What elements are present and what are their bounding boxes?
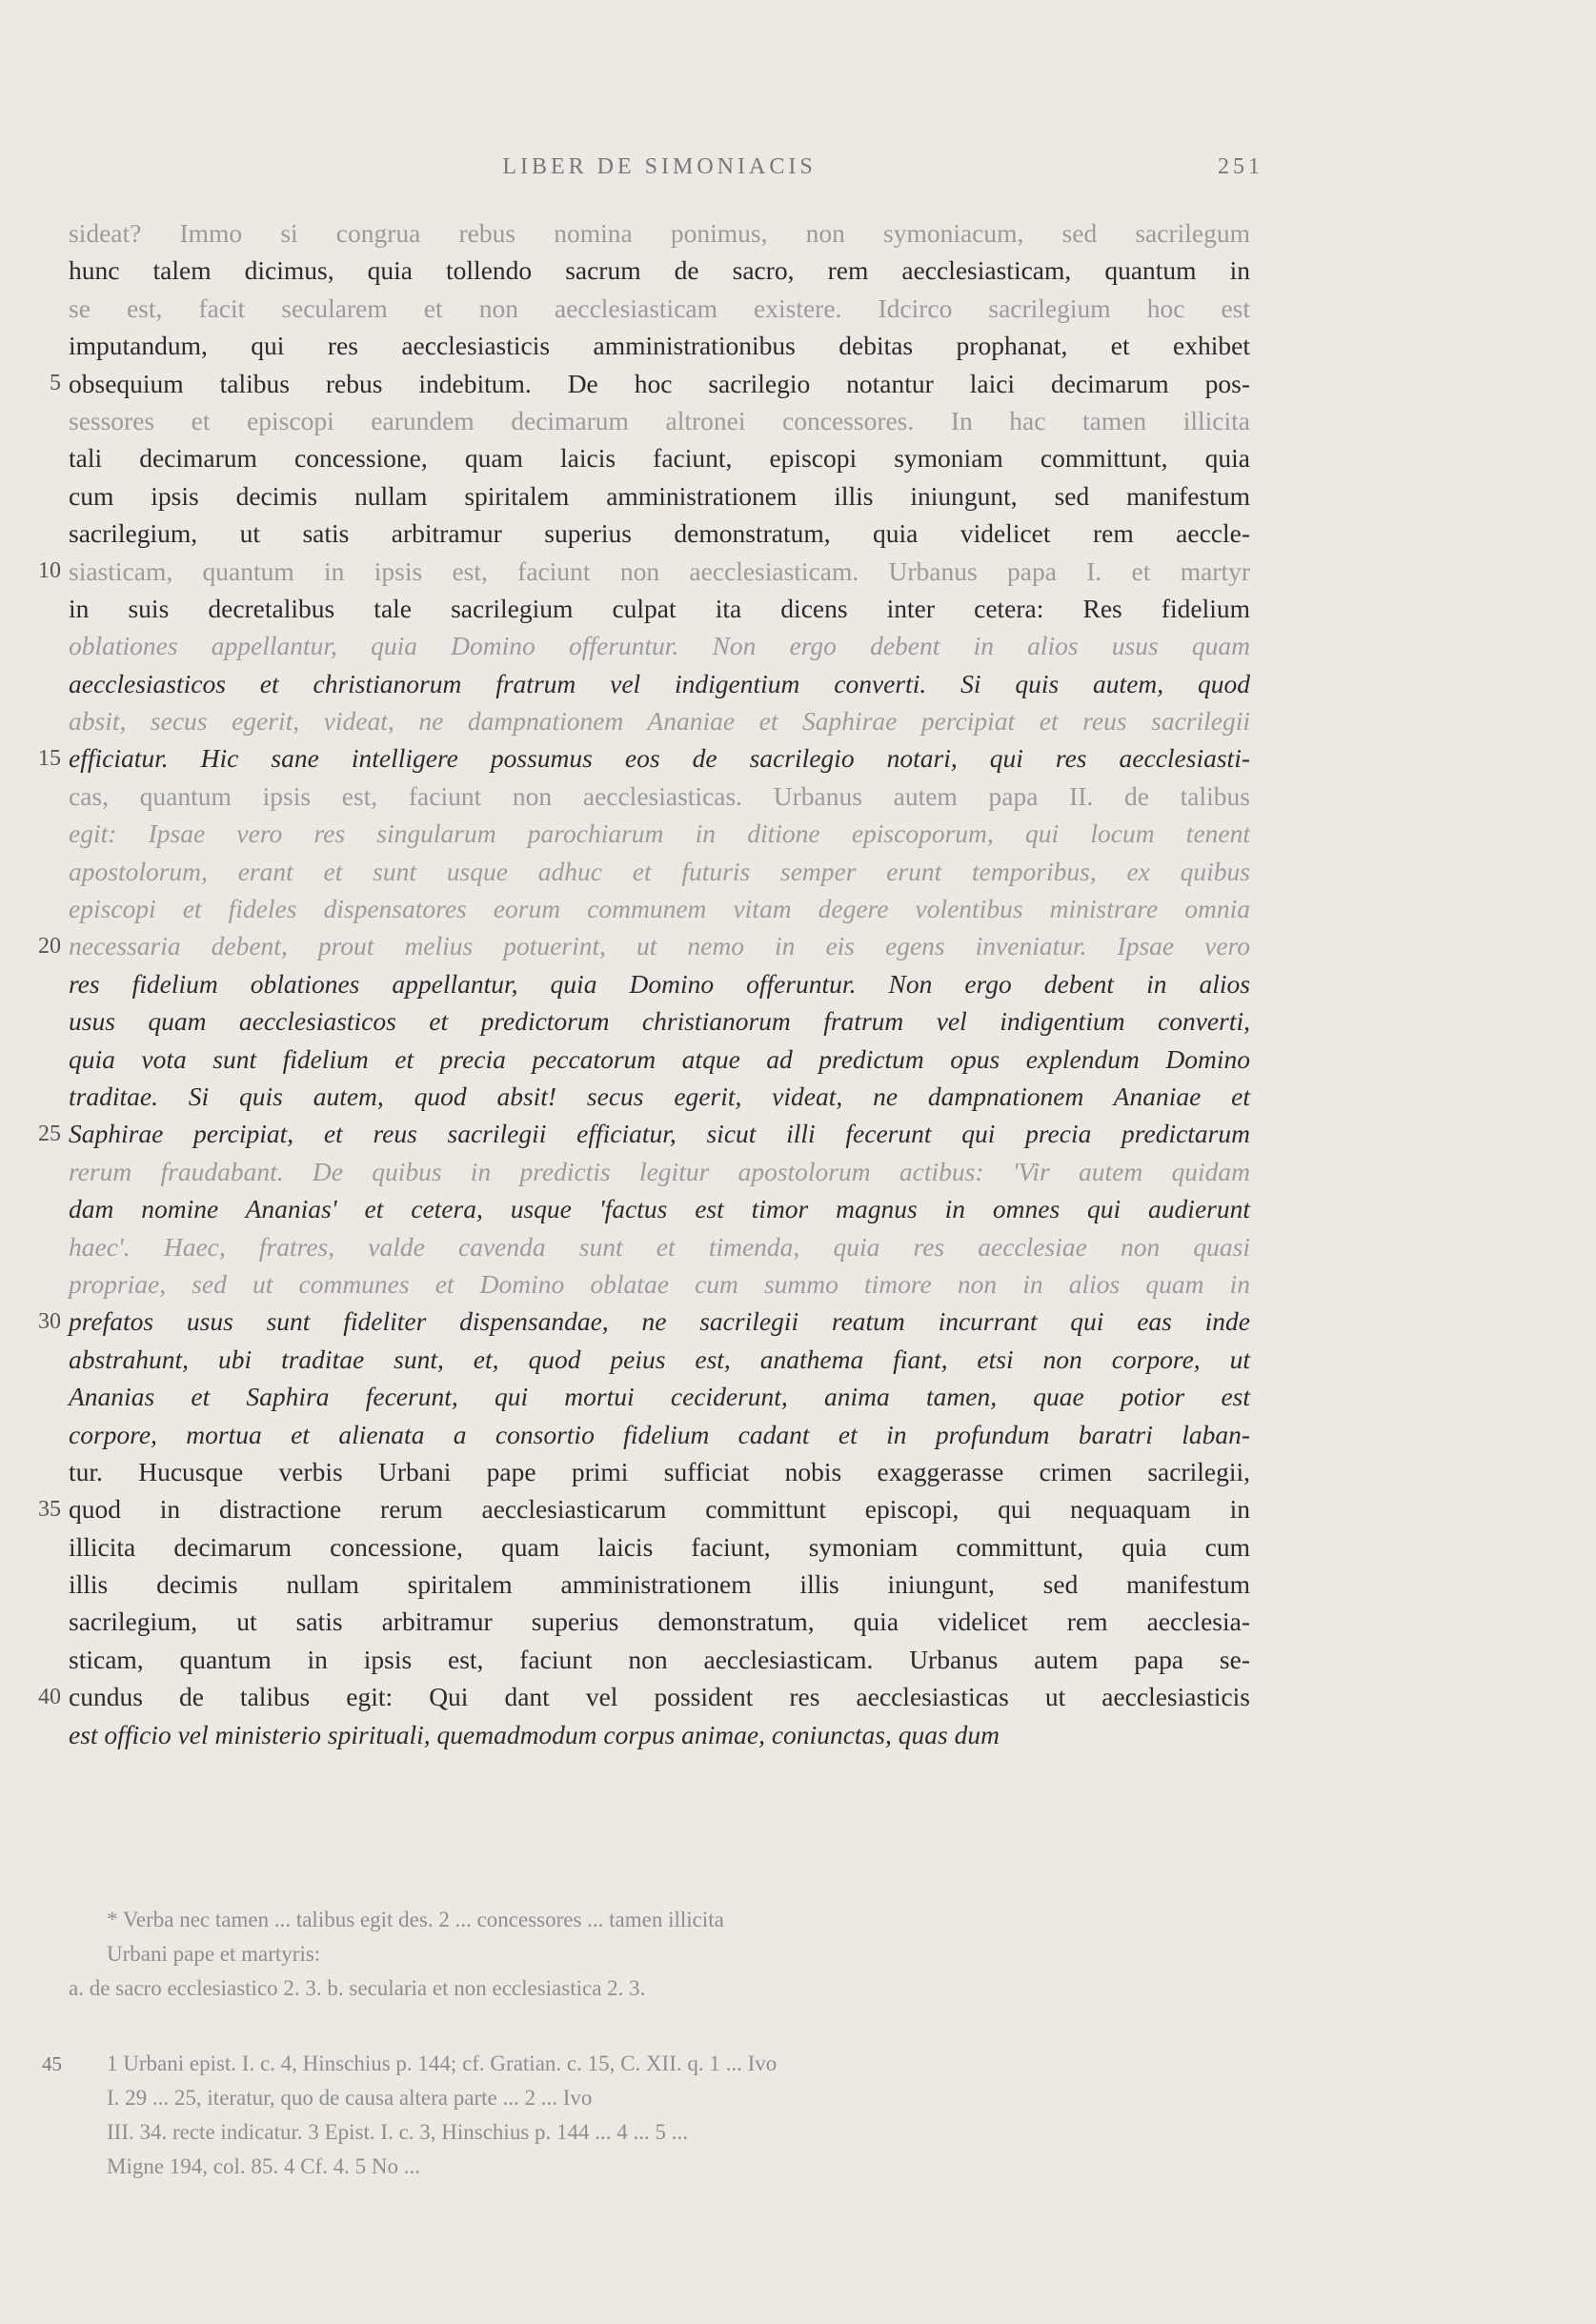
text-line: sacrilegium, ut satis arbitramur superius demonstratum, quia videlicet rem aecclesia- — [69, 1607, 1250, 1637]
text-line: traditae. Si quis autem, quod absit! secus egerit, videat, ne dampnationem Ananiae et — [69, 1081, 1250, 1111]
text-line: dam nomine Ananias' et cetera, usque 'factus est timor magnus in omnes qui audierunt — [69, 1194, 1250, 1224]
line-number: 40 — [38, 1684, 61, 1709]
text-line: sessores et episcopi earundem decimarum altronei concessores. In hac tamen illicita — [69, 405, 1250, 435]
text-line: quia vota sunt fidelium et precia peccatorum atque ad predictum opus explendum Domino — [69, 1043, 1250, 1074]
text-line: necessaria debent, prout melius potuerint, ut nemo in eis egens inveniatur. Ipsae vero — [69, 931, 1250, 961]
line-number: 10 — [38, 557, 61, 583]
text-line: haec'. Haec, fratres, valde cavenda sunt et timenda, quia res aecclesiae non quasi — [69, 1231, 1250, 1262]
text-line: sacrilegium, ut satis arbitramur superius demonstratum, quia videlicet rem aeccle- — [69, 518, 1250, 549]
text-line: se est, facit secularem et non aecclesiasticam existere. Idcirco sacrilegium hoc est — [69, 293, 1250, 323]
footnote-line — [69, 2150, 1250, 2184]
text-line: efficiatur. Hic sane intelligere possumus eos de sacrilegio notari, qui res aecclesiasti- — [69, 743, 1250, 774]
text-line: propriae, sed ut communes et Domino oblatae cum summo timore non in alios quam in — [69, 1268, 1250, 1299]
text-line: illicita decimarum concessione, quam laicis faciunt, symoniam committunt, quia cum — [69, 1531, 1250, 1562]
line-number: 35 — [38, 1496, 61, 1522]
text-line: cundus de talibus egit: Qui dant vel possident res aecclesiasticas ut aecclesiasticis — [69, 1682, 1250, 1712]
text-line: sticam, quantum in ipsis est, faciunt non aecclesiasticam. Urbanus autem papa se- — [69, 1644, 1250, 1674]
text-line: cum ipsis decimis nullam spiritalem amministrationem illis iniungunt, sed manifestum — [69, 480, 1250, 511]
line-number: 45 — [42, 2052, 62, 2075]
text-line: prefatos usus sunt fideliter dispensandae, ne sacrilegii reatum incurrant qui eas inde — [69, 1306, 1250, 1337]
text-line: tur. Hucusque verbis Urbani pape primi sufficiat nobis exaggerasse crimen sacrilegii, — [69, 1456, 1250, 1486]
footnote-text: I. 29 ... 25, iteratur, quo de causa altera parte ... 2 ... Ivo — [107, 2086, 593, 2110]
line-number: 20 — [38, 933, 61, 959]
text-line: episcopi et fideles dispensatores eorum communem vitam degere volentibus ministrare omnia — [69, 894, 1250, 924]
footnote-text: III. 34. recte indicatur. 3 Epist. I. c. 3, Hinschius p. 144 ... 4 ... 5 ... — [107, 2120, 689, 2144]
text-line: absit, secus egerit, videat, ne dampnationem Ananiae et Saphirae percipiat et reus sacrilegii — [69, 706, 1250, 737]
text-line: apostolorum, erant et sunt usque adhuc et futuris semper erunt temporibus, ex quibus — [69, 856, 1250, 886]
text-line: Saphirae percipiat, et reus sacrilegii efficiatur, sicut illi fecerunt qui precia predictarum — [69, 1119, 1250, 1149]
footnote-line — [42, 2047, 1250, 2081]
text-line: cas, quantum ipsis est, faciunt non aecclesiasticas. Urbanus autem papa II. de talibus — [69, 780, 1250, 811]
text-line: illis decimis nullam spiritalem amministrationem illis iniungunt, sed manifestum — [69, 1569, 1250, 1600]
apparatus-line: * Verba nec tamen ... talibus egit des. 2 ... concessores ... tamen illicita — [107, 1908, 724, 1931]
text-line: siasticam, quantum in ipsis est, faciunt non aecclesiasticam. Urbanus papa I. et martyr — [69, 556, 1250, 586]
text-line: in suis decretalibus tale sacrilegium culpat ita dicens inter cetera: Res fidelium — [69, 593, 1250, 623]
apparatus-line: a. de sacro ecclesiastico 2. 3. b. secularia et non ecclesiastica 2. 3. — [69, 1976, 646, 2000]
text-line: rerum fraudabant. De quibus in predictis legitur apostolorum actibus: 'Vir autem quidam — [69, 1156, 1250, 1186]
page-number: 251 — [1218, 154, 1263, 179]
text-line: tali decimarum concessione, quam laicis faciunt, episcopi symoniam committunt, quia — [69, 443, 1250, 474]
text-line: quod in distractione rerum aecclesiasticarum committunt episcopi, qui nequaquam in — [69, 1494, 1250, 1525]
text-line: imputandum, qui res aecclesiasticis amministrationibus debitas prophanat, et exhibet — [69, 331, 1250, 361]
text-line: usus quam aecclesiasticos et predictorum christianorum fratrum vel indigentium converti, — [69, 1006, 1250, 1037]
text-line: oblationes appellantur, quia Domino offeruntur. Non ergo debent in alios usus quam — [69, 631, 1250, 661]
line-number: 30 — [38, 1308, 61, 1334]
running-title: LIBER DE SIMONIACIS — [502, 154, 817, 179]
line-number: 5 — [50, 370, 61, 395]
footnote-line — [69, 2081, 1250, 2115]
footnote-text: Migne 194, col. 85. 4 Cf. 4. 5 No ... — [107, 2154, 421, 2178]
text-line: corpore, mortua et alienata a consortio fidelium cadant et in profundum baratri laban- — [69, 1419, 1250, 1449]
text-line: aecclesiasticos et christianorum fratrum vel indigentium converti. Si quis autem, quod — [69, 668, 1250, 698]
text-line: sideat? Immo si congrua rebus nomina ponimus, non symoniacum, sed sacrilegum — [69, 218, 1250, 248]
main-text — [38, 214, 1250, 1753]
text-line: obsequium talibus rebus indebitum. De hoc sacrilegio notantur laici decimarum pos- — [69, 368, 1250, 398]
text-line: egit: Ipsae vero res singularum parochiarum in ditione episcoporum, qui locum tenent — [69, 818, 1250, 849]
text-line: res fidelium oblationes appellantur, quia Domino offeruntur. Non ergo debent in alios — [69, 968, 1250, 999]
text-line: est officio vel ministerio spirituali, quemadmodum corpus animae, coniunctas, quas dum — [69, 1719, 1000, 1749]
apparatus-line: Urbani pape et martyris: — [107, 1942, 321, 1966]
footnote-line — [69, 2115, 1250, 2150]
text-line: abstrahunt, ubi traditae sunt, et, quod peius est, anathema fiant, etsi non corpore, ut — [69, 1344, 1250, 1374]
line-number: 15 — [38, 745, 61, 771]
critical-apparatus — [69, 1903, 1250, 2006]
footnote-text: 1 Urbani epist. I. c. 4, Hinschius p. 144; cf. Gratian. c. 15, C. XII. q. 1 ... Ivo — [107, 2051, 778, 2075]
footnotes — [42, 2047, 1250, 2184]
line-number: 25 — [38, 1121, 61, 1146]
text-line: Ananias et Saphira fecerunt, qui mortui ceciderunt, anima tamen, quae potior est — [69, 1382, 1250, 1412]
text-line: hunc talem dicimus, quia tollendo sacrum de sacro, rem aecclesiasticam, quantum in — [69, 255, 1250, 286]
